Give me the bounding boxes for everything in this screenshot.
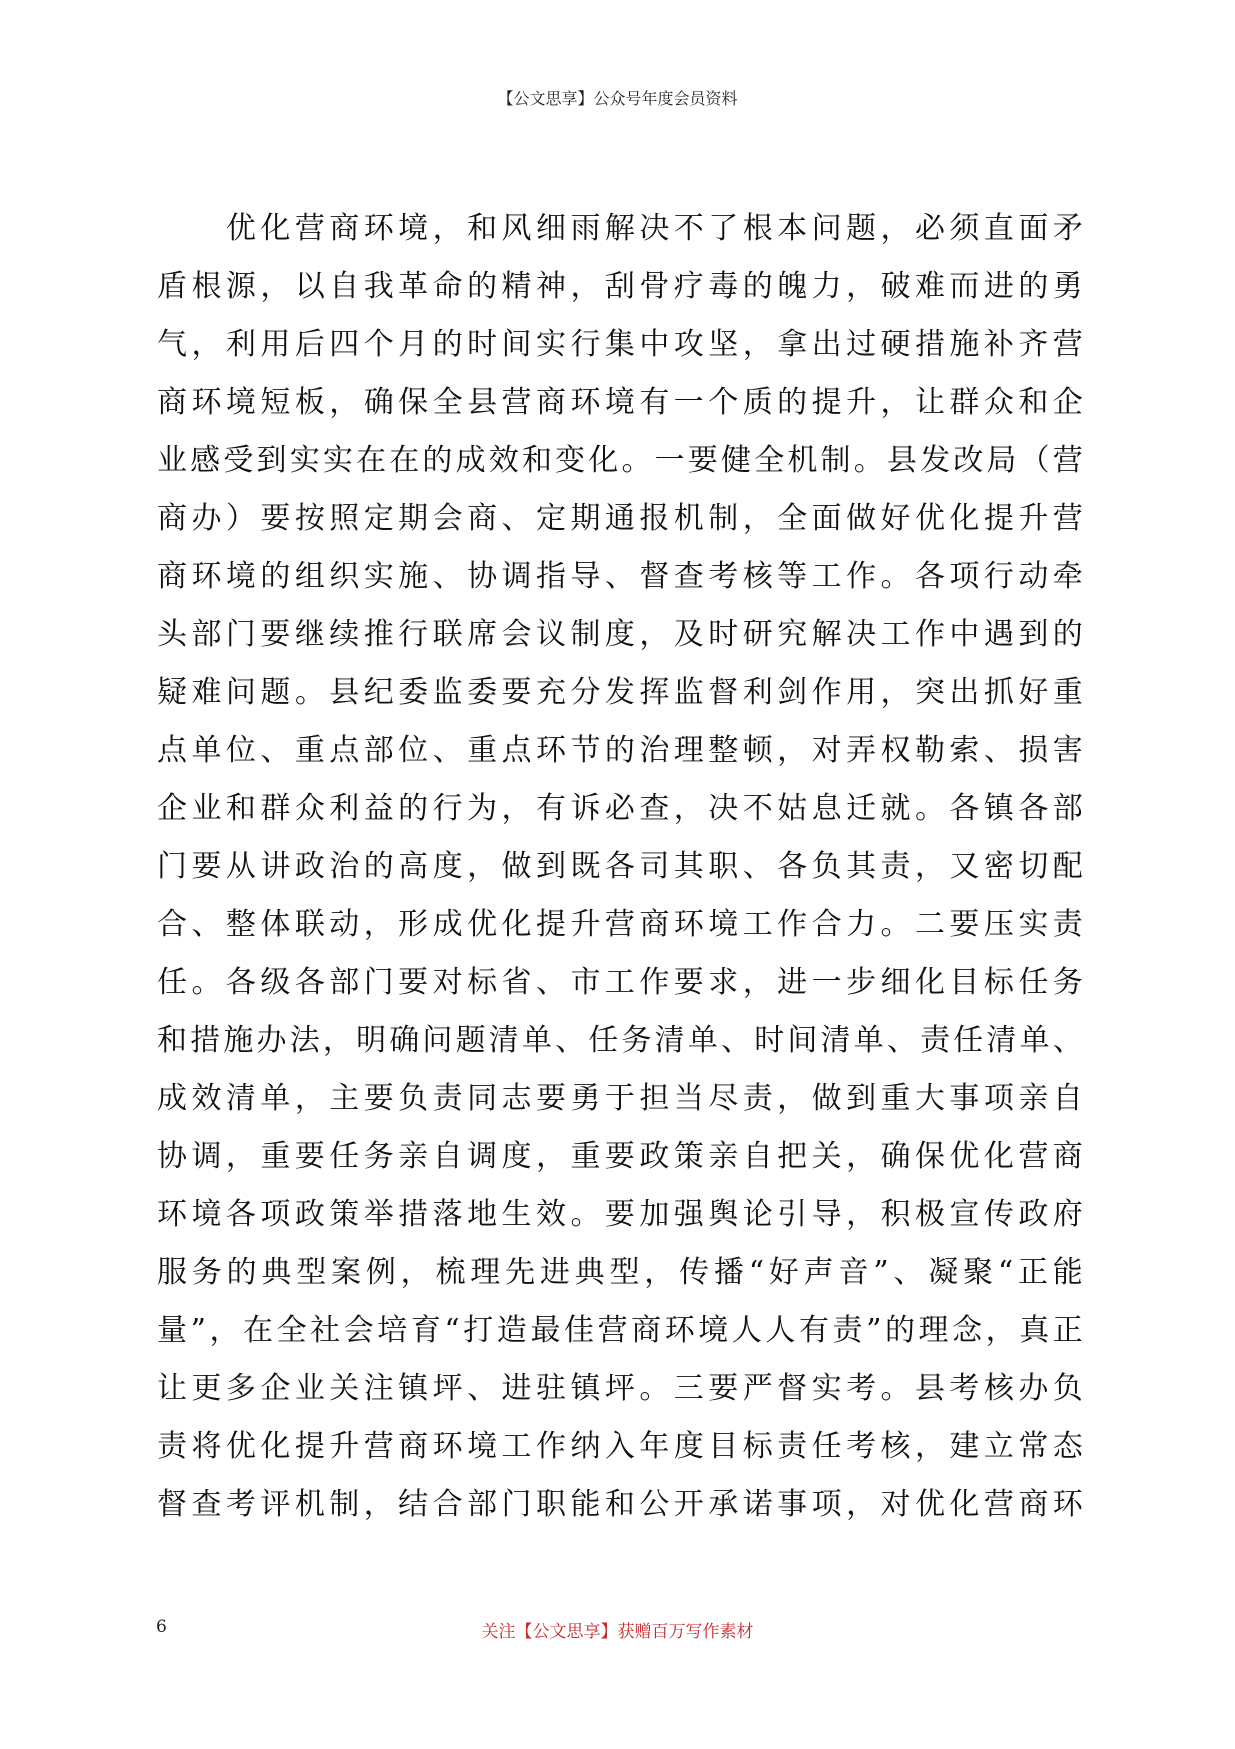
text-line: 优化营商环境，和风细雨解决不了根本问题，必须直面矛 [157, 211, 1084, 246]
text-line: 成效清单，主要负责同志要勇于担当尽责，做到重大事项亲自 [157, 1081, 1084, 1116]
text-line: 环境各项政策举措落地生效。要加强舆论引导，积极宣传政府 [157, 1197, 1084, 1232]
text-line: 点单位、重点部位、重点环节的治理整顿，对弄权勒索、损害 [157, 733, 1084, 768]
text-line: 量”，在全社会培育“打造最佳营商环境人人有责”的理念，真正 [157, 1313, 1084, 1348]
text-line: 任。各级各部门要对标省、市工作要求，进一步细化目标任务 [157, 965, 1084, 1000]
text-line: 合、整体联动，形成优化提升营商环境工作合力。二要压实责 [157, 907, 1084, 942]
text-line: 头部门要继续推行联席会议制度，及时研究解决工作中遇到的 [157, 617, 1084, 652]
page-footer: 关注【公文思享】获赠百万写作素材 [481, 1622, 754, 1642]
text-line: 商环境短板，确保全县营商环境有一个质的提升，让群众和企 [157, 385, 1084, 420]
page-header: 【公文思享】公众号年度会员资料 [497, 89, 738, 108]
text-line: 盾根源，以自我革命的精神，刮骨疗毒的魄力，破难而进的勇 [157, 269, 1084, 304]
text-line: 商环境的组织实施、协调指导、督查考核等工作。各项行动牵 [157, 559, 1084, 594]
text-line: 气，利用后四个月的时间实行集中攻坚，拿出过硬措施补齐营 [157, 327, 1084, 362]
text-line: 门要从讲政治的高度，做到既各司其职、各负其责，又密切配 [157, 849, 1084, 884]
text-line: 协调，重要任务亲自调度，重要政策亲自把关，确保优化营商 [157, 1139, 1084, 1174]
text-line: 企业和群众利益的行为，有诉必查，决不姑息迁就。各镇各部 [157, 791, 1084, 826]
text-line: 服务的典型案例，梳理先进典型，传播“好声音”、凝聚“正能 [157, 1255, 1084, 1290]
text-line: 让更多企业关注镇坪、进驻镇坪。三要严督实考。县考核办负 [157, 1371, 1084, 1406]
text-line: 疑难问题。县纪委监委要充分发挥监督利剑作用，突出抓好重 [157, 675, 1084, 710]
text-line: 督查考评机制，结合部门职能和公开承诺事项，对优化营商环 [157, 1487, 1084, 1522]
text-line: 和措施办法，明确问题清单、任务清单、时间清单、责任清单、 [157, 1023, 1084, 1058]
page-number: 6 [156, 1617, 167, 1637]
text-line: 业感受到实实在在的成效和变化。一要健全机制。县发改局（营 [157, 443, 1084, 478]
body-text [157, 200, 1084, 1534]
text-line: 商办）要按照定期会商、定期通报机制，全面做好优化提升营 [157, 501, 1084, 536]
text-line: 责将优化提升营商环境工作纳入年度目标责任考核，建立常态 [157, 1429, 1084, 1464]
